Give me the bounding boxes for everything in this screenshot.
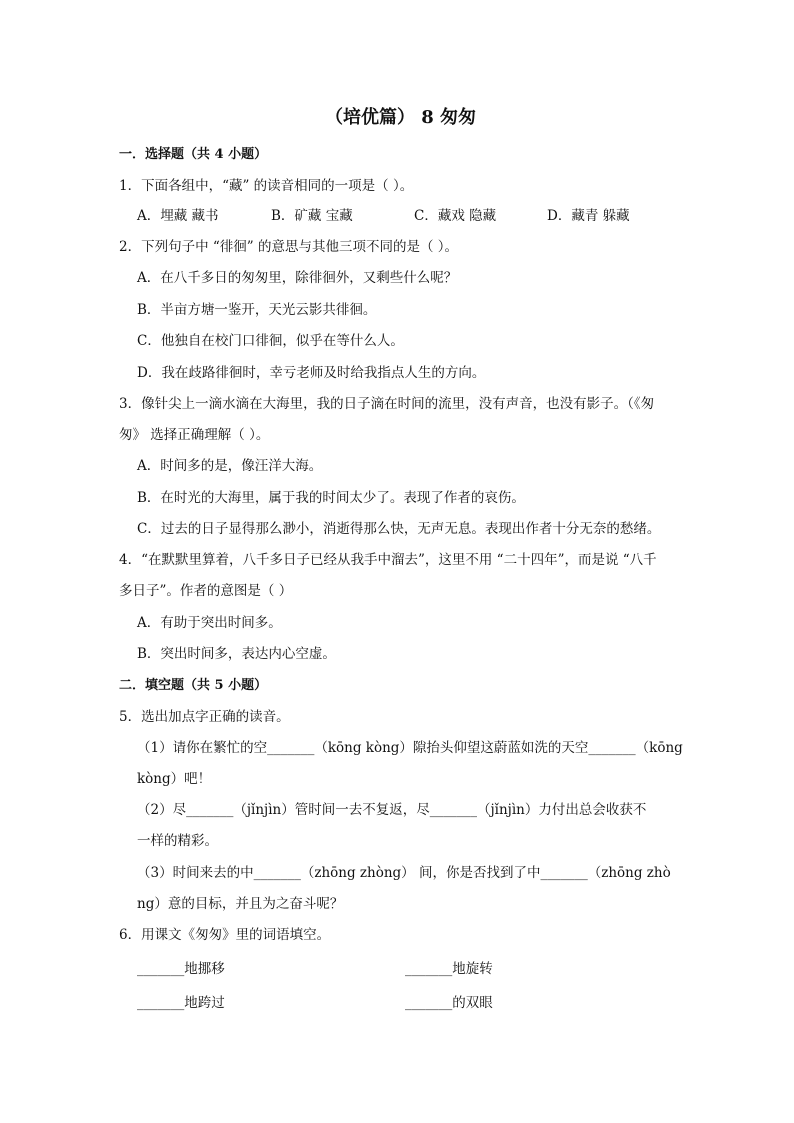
question-1-options bbox=[137, 207, 697, 225]
question-1-option-a: A．埋藏 藏书 bbox=[137, 208, 219, 224]
question-2-option-c: C．他独自在校门口徘徊，似乎在等什么人。 bbox=[137, 333, 404, 349]
question-6-blank-1: _______地挪移 bbox=[137, 961, 225, 977]
question-1-stem: 1．下面各组中，“藏” 的读音相同的一项是（ ）。 bbox=[119, 178, 414, 194]
question-6-blank-3: _______地跨过 bbox=[137, 995, 225, 1011]
question-6-blank-4: _______的双眼 bbox=[405, 995, 493, 1011]
question-6-stem: 6．用课文《匆匆》里的词语填空。 bbox=[119, 927, 331, 943]
question-5-item-1-continued: kòng）吧！ bbox=[137, 771, 212, 787]
question-4-option-a: A．有助于突出时间多。 bbox=[137, 615, 282, 631]
question-1-option-c: C．藏戏 隐藏 bbox=[414, 208, 497, 224]
question-3-option-b: B．在时光的大海里，属于我的时间太少了。表现了作者的哀伤。 bbox=[137, 490, 525, 506]
question-2-option-a: A．在八千多日的匆匆里，除徘徊外，又剩些什么呢？ bbox=[137, 270, 458, 286]
question-1-option-b: B．矿藏 宝藏 bbox=[271, 208, 353, 224]
question-3-stem: 3．像针尖上一滴水滴在大海里，我的日子滴在时间的流里，没有声音，也没有影子。（《匆 bbox=[119, 396, 655, 412]
question-3-stem-continued: 匆》 选择正确理解（ ）。 bbox=[119, 427, 270, 443]
question-3-option-c: C．过去的日子显得那么渺小，消逝得那么快，无声无息。表现出作者十分无奈的愁绪。 bbox=[137, 521, 661, 537]
question-5-item-3-continued: ng）意的目标，并且为之奋斗呢？ bbox=[137, 896, 344, 912]
question-5-item-1: （1）请你在繁忙的空_______（kōng kòng）隙抬头仰望这蔚蓝如洗的天空_______（kōng bbox=[137, 740, 683, 756]
question-6-blank-2: _______地旋转 bbox=[405, 961, 493, 977]
question-4-stem-continued: 多日子”。作者的意图是（ ） bbox=[119, 583, 293, 599]
question-5-item-2-continued: 一样的精彩。 bbox=[137, 833, 218, 849]
question-2-option-b: B．半亩方塘一鉴开，天光云影共徘徊。 bbox=[137, 302, 377, 318]
section-heading-fill: 二．填空题（共 5 小题） bbox=[119, 678, 268, 693]
question-2-stem: 2．下列句子中 “徘徊” 的意思与其他三项不同的是（ ）。 bbox=[119, 239, 459, 255]
question-5-item-3: （3）时间来去的中_______（zhōng zhòng） 间，你是否找到了中_______（zhōng zhò bbox=[137, 865, 671, 881]
question-4-option-b: B．突出时间多，表达内心空虚。 bbox=[137, 646, 336, 662]
question-4-stem: 4．“在默默里算着，八千多日子已经从我手中溜去”，这里不用 “二十四年”，而是说 “八千 bbox=[119, 552, 657, 568]
question-5-item-2: （2）尽_______（jǐnjìn）管时间一去不复返，尽_______（jǐnjìn）力付出总会收获不 bbox=[137, 802, 647, 818]
question-3-option-a: A．时间多的是，像汪洋大海。 bbox=[137, 458, 323, 474]
question-2-option-d: D．我在歧路徘徊时，幸亏老师及时给我指点人生的方向。 bbox=[137, 365, 486, 381]
question-5-stem: 5．选出加点字正确的读音。 bbox=[119, 709, 290, 725]
question-1-option-d: D．藏青 躲藏 bbox=[547, 208, 630, 224]
section-heading-choice: 一．选择题（共 4 小题） bbox=[119, 147, 268, 162]
page-title: （培优篇） 8 匆匆 bbox=[325, 107, 477, 128]
